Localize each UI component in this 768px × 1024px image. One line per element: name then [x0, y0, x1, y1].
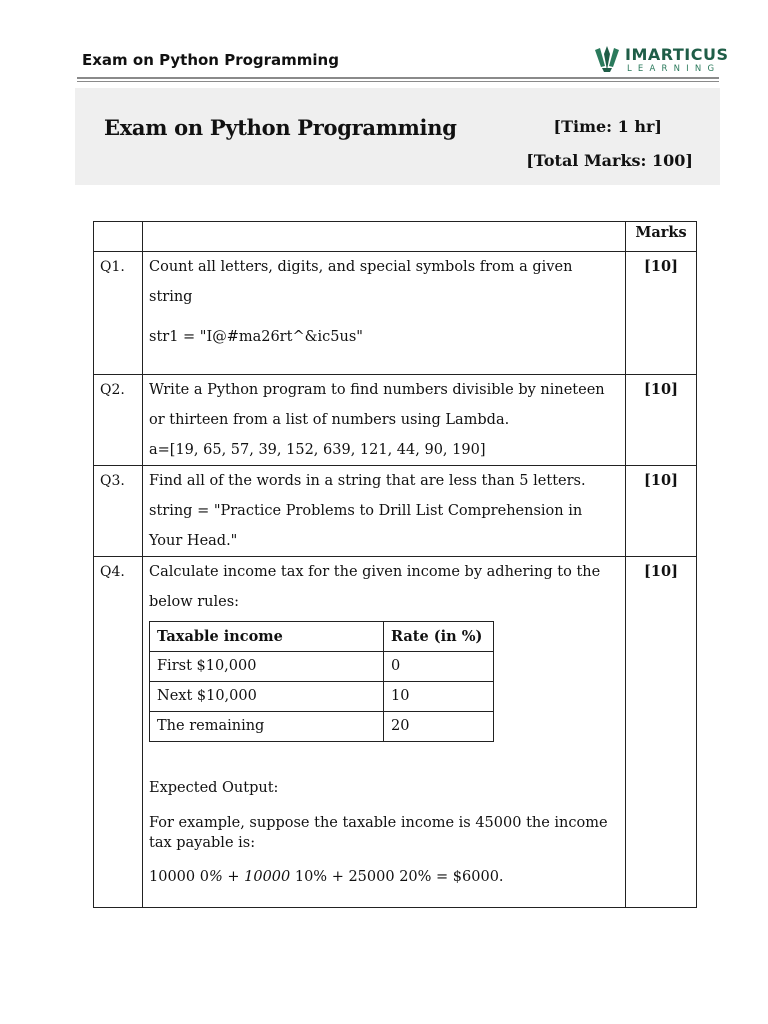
question-number: Q2.	[94, 375, 143, 466]
question-row-q1	[94, 252, 697, 375]
title-band	[75, 88, 720, 185]
question-text: Write a Python program to find numbers divisible by nineteen or thirteen from a list of numbers using Lambda.	[149, 382, 605, 428]
question-text-cell	[143, 252, 626, 375]
calc-part-italic: % + 10000	[208, 869, 295, 885]
question-text-cell	[143, 557, 626, 908]
logo-name: IMARTICUS	[625, 45, 729, 64]
header-rule-thin	[77, 81, 719, 82]
question-row-q4	[94, 557, 697, 908]
tax-table-header-row	[150, 622, 494, 652]
tax-cell-income: The remaining	[150, 712, 384, 742]
question-code: string = "Practice Problems to Drill List Comprehension in Your Head."	[149, 503, 583, 549]
questions-table	[93, 221, 697, 908]
exam-title: Exam on Python Programming	[104, 115, 457, 140]
tax-table-row	[150, 682, 494, 712]
question-marks: [10]	[626, 375, 697, 466]
page-header	[0, 0, 768, 88]
tax-table-row	[150, 712, 494, 742]
example-text: For example, suppose the taxable income is 45000 the income tax payable is:	[149, 815, 608, 851]
tax-header-rate: Rate (in %)	[384, 622, 494, 652]
calculation-line	[149, 867, 619, 907]
question-code: a=[19, 65, 57, 39, 152, 639, 121, 44, 90, 190]	[149, 442, 486, 458]
question-text: Count all letters, digits, and special symbols from a given string	[149, 259, 573, 305]
question-marks: [10]	[626, 466, 697, 557]
logo-subtitle: LEARNING	[627, 64, 721, 74]
tax-table	[149, 621, 494, 742]
tax-table-row	[150, 652, 494, 682]
calc-part: 10% + 25000 20% = $6000.	[294, 869, 504, 885]
tax-cell-income: Next $10,000	[150, 682, 384, 712]
expected-output-label: Expected Output:	[149, 780, 279, 796]
exam-time: [Time: 1 hr]	[553, 117, 662, 136]
question-row-q3	[94, 466, 697, 557]
leaf-logo-icon	[592, 44, 622, 74]
question-marks: [10]	[626, 252, 697, 375]
header-rule	[77, 77, 719, 79]
header-cell-number	[94, 222, 143, 252]
question-text: Calculate income tax for the given income by adhering to the below rules:	[149, 564, 601, 610]
exam-total-marks: [Total Marks: 100]	[526, 151, 693, 170]
imarticus-logo	[592, 44, 729, 76]
question-row-q2	[94, 375, 697, 466]
tax-header-income: Taxable income	[150, 622, 384, 652]
tax-cell-income: First $10,000	[150, 652, 384, 682]
question-number: Q1.	[94, 252, 143, 375]
question-text: Find all of the words in a string that are less than 5 letters.	[149, 473, 586, 489]
header-cell-question	[143, 222, 626, 252]
question-text-cell	[143, 375, 626, 466]
tax-cell-rate: 0	[384, 652, 494, 682]
table-header-row	[94, 222, 697, 252]
question-number: Q4.	[94, 557, 143, 908]
header-title: Exam on Python Programming	[82, 51, 339, 69]
question-marks: [10]	[626, 557, 697, 908]
question-code: str1 = "I@#ma26rt^&ic5us"	[149, 329, 363, 345]
question-number: Q3.	[94, 466, 143, 557]
tax-cell-rate: 10	[384, 682, 494, 712]
tax-cell-rate: 20	[384, 712, 494, 742]
calc-part: 10000 0	[149, 869, 209, 885]
marks-header: Marks	[626, 222, 697, 252]
question-text-cell	[143, 466, 626, 557]
